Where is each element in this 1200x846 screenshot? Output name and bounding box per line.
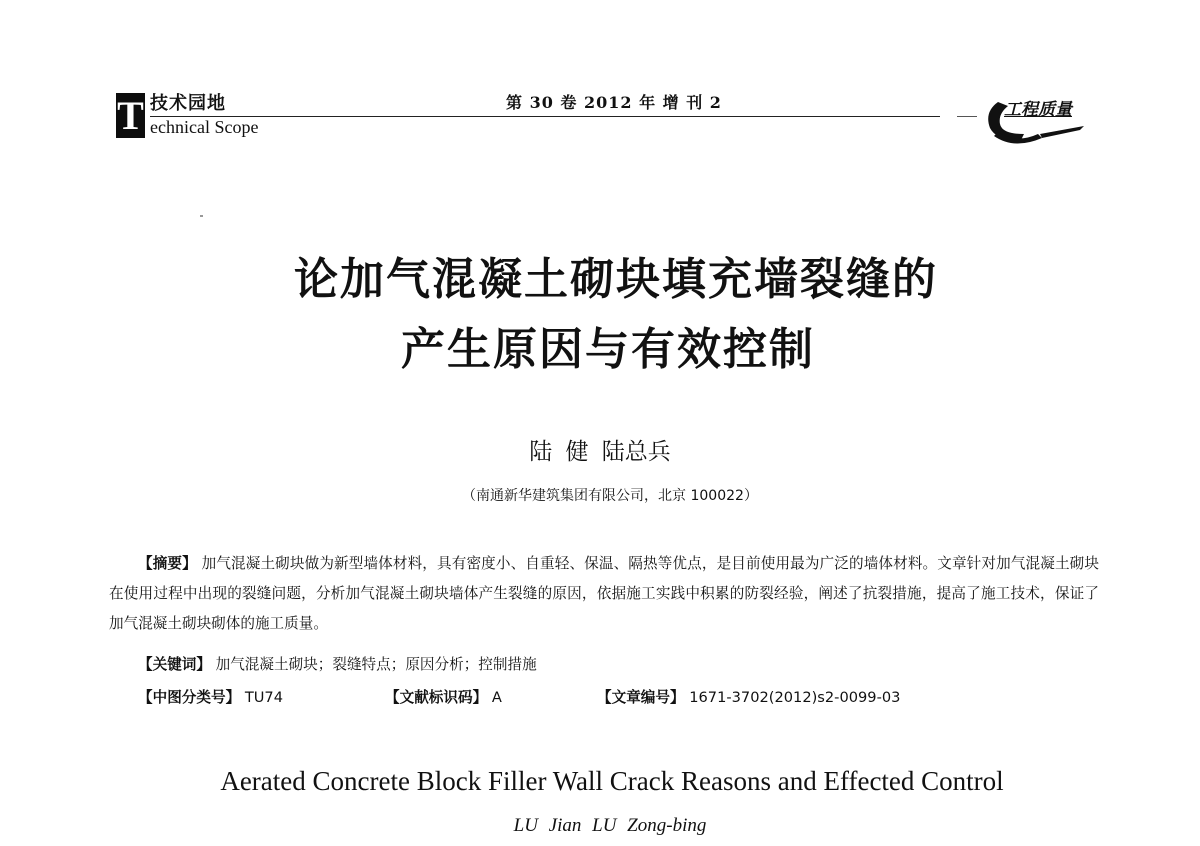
english-authors: LU Jian LU Zong-bing bbox=[513, 815, 707, 836]
issue-info: 第 30 卷 2012 年 增 刊 2 bbox=[506, 93, 722, 112]
clc-label: 【中图分类号】 bbox=[138, 689, 241, 706]
header-rule bbox=[150, 116, 940, 117]
column-title-cn: 技术园地 bbox=[150, 93, 226, 114]
header-rule-tail bbox=[957, 116, 977, 117]
article-number-label: 【文章编号】 bbox=[597, 689, 685, 706]
column-title-en: echnical Scope bbox=[150, 117, 259, 137]
clc-number bbox=[138, 687, 283, 709]
doc-code-value: A bbox=[491, 689, 502, 706]
abstract-label: 【摘要】 bbox=[138, 555, 197, 572]
article-number-value: 1671-3702(2012)s2-0099-03 bbox=[689, 689, 901, 706]
author-affiliation: （南通新华建筑集团有限公司，北京 100022） bbox=[462, 488, 758, 504]
article-number bbox=[597, 687, 900, 709]
abstract-text: 加气混凝土砌块做为新型墙体材料，具有密度小、自重轻、保温、隔热等优点，是目前使用最为广泛的墙体材料。文章针对加气混凝土砌块在使用过程中出现的裂缝问题，分析加气混凝土砌块墙体产生裂缝的原因，依据施工实践中积累的防裂经验，阐述了抗裂措施，提高了施工技术，保证了加气混凝土砌块砌体的施工质量。 bbox=[109, 555, 1099, 632]
column-badge: T bbox=[117, 93, 144, 138]
keywords-label: 【关键词】 bbox=[138, 656, 211, 673]
doc-code-label: 【文献标识码】 bbox=[385, 689, 488, 706]
english-title: Aerated Concrete Block Filler Wall Crack Reasons and Effected Control bbox=[220, 766, 1004, 796]
abstract bbox=[109, 549, 1099, 639]
article-title-line-1: 论加气混凝土砌块填充墙裂缝的 bbox=[294, 254, 938, 305]
document-code bbox=[385, 687, 502, 709]
scan-speck bbox=[200, 215, 203, 217]
keywords bbox=[138, 654, 537, 676]
clc-value: TU74 bbox=[244, 689, 283, 706]
article-authors: 陆 健 陆总兵 bbox=[529, 439, 671, 465]
article-title-line-2: 产生原因与有效控制 bbox=[401, 324, 815, 375]
keywords-text: 加气混凝土砌块；裂缝特点；原因分析；控制措施 bbox=[210, 656, 537, 673]
journal-logo-text: 工程质量 bbox=[1004, 100, 1072, 120]
